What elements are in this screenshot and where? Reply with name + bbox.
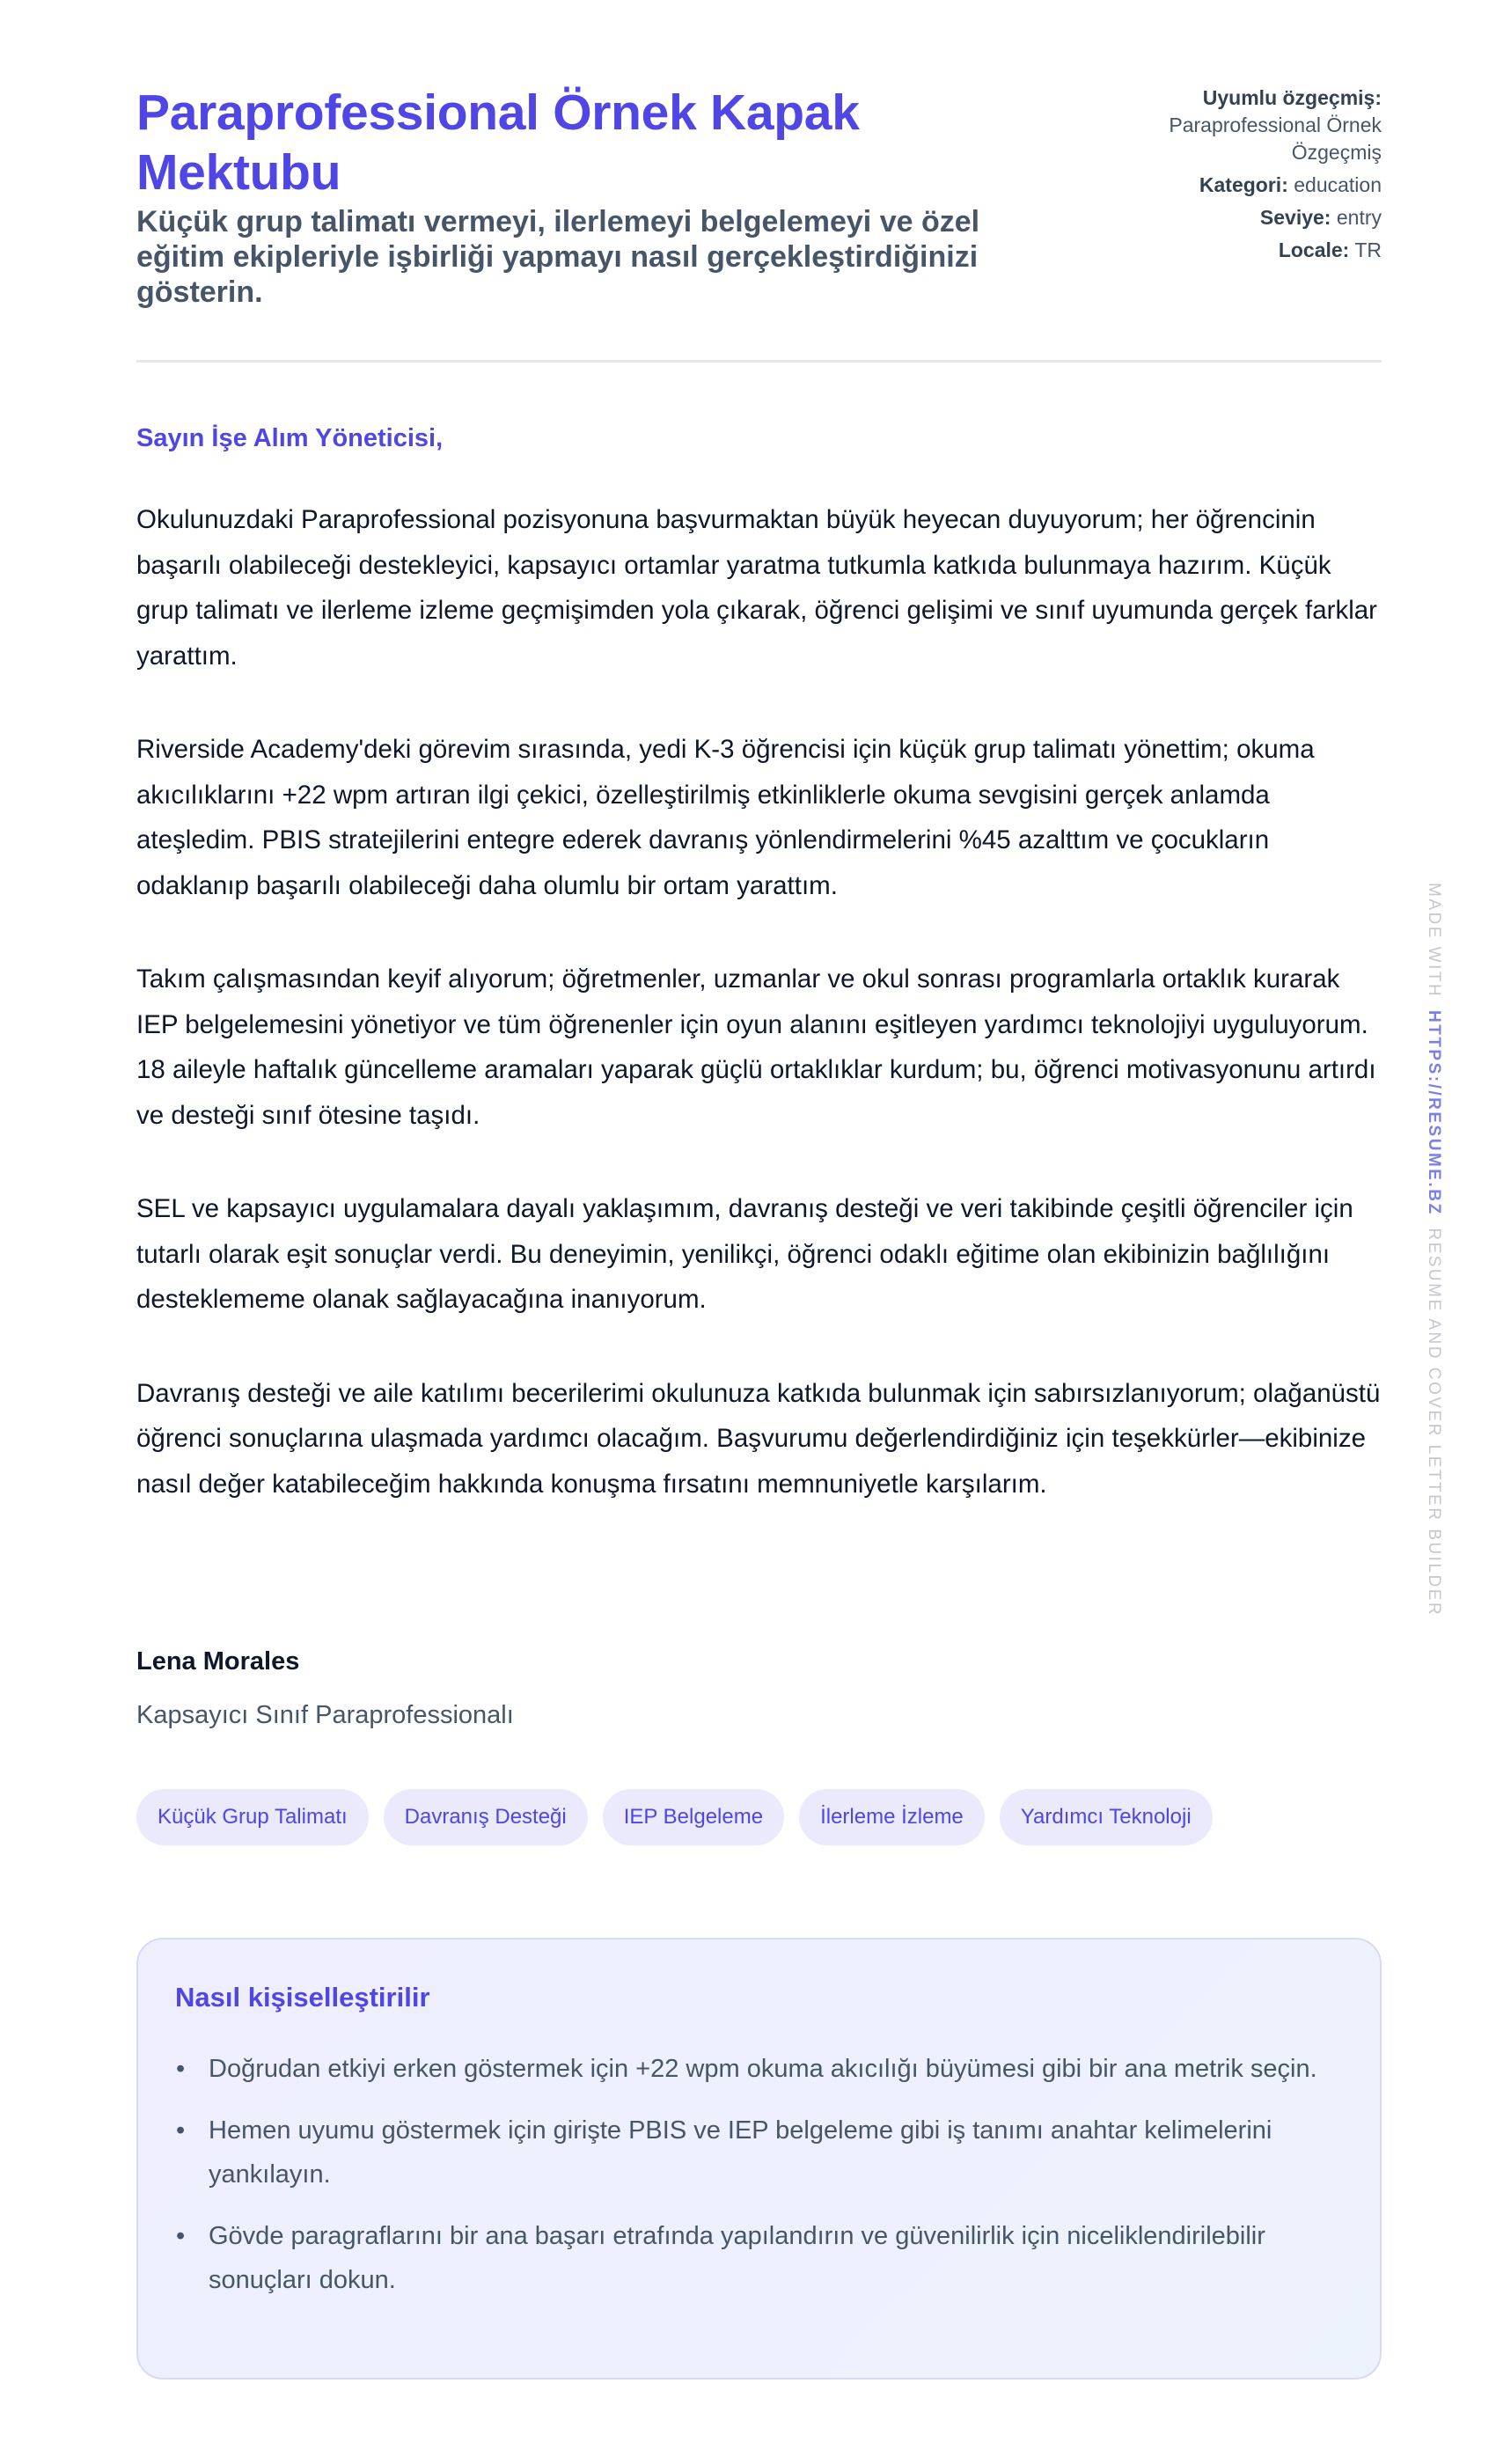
page-header bbox=[136, 0, 1382, 363]
tips-title: Nasıl kişiselleştirilir bbox=[175, 1982, 430, 2013]
letter-paragraph: Davranış desteği ve aile katılımı becerilerimi okulunuza katkıda bulunmak için sabırsızlanıyorum; olağanüstü öğrenci sonuçlarına ulaşmada yardımcı olacağım. Başvurumu değerlendirdiğiniz için teşekkürler—ekibinize nasıl değer katabileceğim hakkında konuşma fırsatını memnuniyetle karşılarım. bbox=[136, 1378, 1381, 1499]
meta-category-label: Kategori: bbox=[1199, 173, 1288, 196]
letter-paragraph: Okulunuzdaki Paraprofessional pozisyonuna başvurmaktan büyük heyecan duyuyorum; her öğrencinin başarılı olabileceği destekleyici, kapsayıcı ortamlar yaratma tutkumla katkıda bulunmaya hazırım. Küçük grup talimatı ve ilerleme izleme geçmişimden yola çıkarak, öğrenci gelişimi ve sınıf uyumunda gerçek farklar yarattım. bbox=[136, 505, 1378, 671]
letter-paragraph: Takım çalışmasından keyif alıyorum; öğretmenler, uzmanlar ve okul sonrası programlarla ortaklık kurarak IEP belgelemesini yönetiyor ve tüm öğrenenler için oyun alanını eşitleyen yardımcı teknolojiyi uyguluyorum. 18 aileyle haftalık güncelleme aramaları yaparak güçlü ortaklıklar kurdum; bu, öğrenci motivasyonunu artırdı ve desteği sınıf ötesine taşıdı. bbox=[136, 964, 1376, 1130]
meta-matching-resume bbox=[1100, 84, 1382, 166]
meta-level bbox=[1100, 204, 1382, 231]
tip-text: Hemen uyumu göstermek için girişte PBIS ve IEP belgeleme gibi iş tanımı anahtar kelimelerini yankılayın. bbox=[209, 2116, 1272, 2189]
tip-item bbox=[175, 2047, 1319, 2091]
page-title: Paraprofessional Örnek Kapak Mektubu bbox=[136, 84, 860, 201]
skill-tag[interactable]: Küçük Grup Talimatı bbox=[136, 1789, 369, 1845]
bullet-icon: • bbox=[176, 2055, 186, 2083]
meta-category-value: education bbox=[1294, 173, 1382, 196]
meta-resume-value[interactable]: Paraprofessional Örnek Özgeçmiş bbox=[1169, 114, 1382, 164]
tip-item bbox=[175, 2214, 1319, 2302]
meta-level-value: entry bbox=[1336, 206, 1382, 229]
watermark-prefix: MADE WITH bbox=[1425, 883, 1443, 999]
skill-tag[interactable]: Yardımcı Teknoloji bbox=[1000, 1789, 1213, 1845]
skill-tag[interactable]: Davranış Desteği bbox=[384, 1789, 588, 1845]
tip-text: Doğrudan etkiyi erken göstermek için +22 wpm okuma akıcılığı büyümesi gibi bir ana metrik seçin. bbox=[209, 2055, 1317, 2083]
letter-paragraph: SEL ve kapsayıcı uygulamalara dayalı yaklaşımım, davranış desteği ve veri takibinde çeşitli öğrenciler için tutarlı olarak eşit sonuçlar verdi. Bu deneyimin, yenilikçi, öğrenci odaklı eğitime olan ekibinizin bağlılığını desteklememe olanak sağlayacağına inanıyorum. bbox=[136, 1194, 1353, 1314]
bullet-icon: • bbox=[176, 2222, 186, 2250]
skill-tag[interactable]: IEP Belgeleme bbox=[603, 1789, 784, 1845]
personalization-tips-box bbox=[136, 1938, 1382, 2380]
tip-text: Gövde paragraflarını bir ana başarı etrafında yapılandırın ve güvenilirlik için niceliklendirilebilir sonuçları dokun. bbox=[209, 2222, 1265, 2294]
tip-item bbox=[175, 2108, 1319, 2196]
skill-tag[interactable]: İlerleme İzleme bbox=[799, 1789, 985, 1845]
skill-tags bbox=[136, 1789, 1213, 1845]
page-subtitle: Küçük grup talimatı vermeyi, ilerlemeyi belgelemeyi ve özel eğitim ekipleriyle işbirliği yapmayı nasıl gerçekleştirdiğinizi gösterin. bbox=[136, 205, 980, 309]
watermark-link[interactable]: HTTPS://RESUME.BZ bbox=[1425, 1010, 1443, 1216]
meta-locale-label: Locale: bbox=[1278, 238, 1350, 261]
watermark-suffix: RESUME AND COVER LETTER BUILDER bbox=[1425, 1228, 1443, 1617]
letter-greeting: Sayın İşe Alım Yöneticisi, bbox=[136, 424, 444, 452]
letter-body bbox=[136, 497, 1382, 1555]
vertical-watermark bbox=[1424, 883, 1443, 1617]
signature-title: Kapsayıcı Sınıf Paraprofessionalı bbox=[136, 1701, 514, 1729]
tips-list bbox=[175, 2047, 1343, 2302]
meta-locale-value: TR bbox=[1354, 238, 1382, 261]
cover-letter-page bbox=[136, 0, 1382, 2294]
meta-locale bbox=[1100, 237, 1382, 264]
letter-paragraph: Riverside Academy'deki görevim sırasında, yedi K-3 öğrencisi için küçük grup talimatı yönettim; okuma akıcılıklarını +22 wpm artıran ilgi çekici, özelleştirilmiş etkinliklerle okuma sevgisini gerçek anlamda ateşledim. PBIS stratejilerini entegre ederek davranış yönlendirmelerini %45 azalttım ve çocukların odaklanıp başarılı olabileceği daha olumlu bir ortam yarattım. bbox=[136, 735, 1315, 900]
meta-level-label: Seviye: bbox=[1259, 206, 1331, 229]
bullet-icon: • bbox=[176, 2116, 186, 2145]
meta-resume-label: Uyumlu özgeçmiş: bbox=[1202, 86, 1382, 109]
meta-panel bbox=[1100, 84, 1382, 269]
signature-name: Lena Morales bbox=[136, 1647, 300, 1676]
meta-category bbox=[1100, 172, 1382, 199]
